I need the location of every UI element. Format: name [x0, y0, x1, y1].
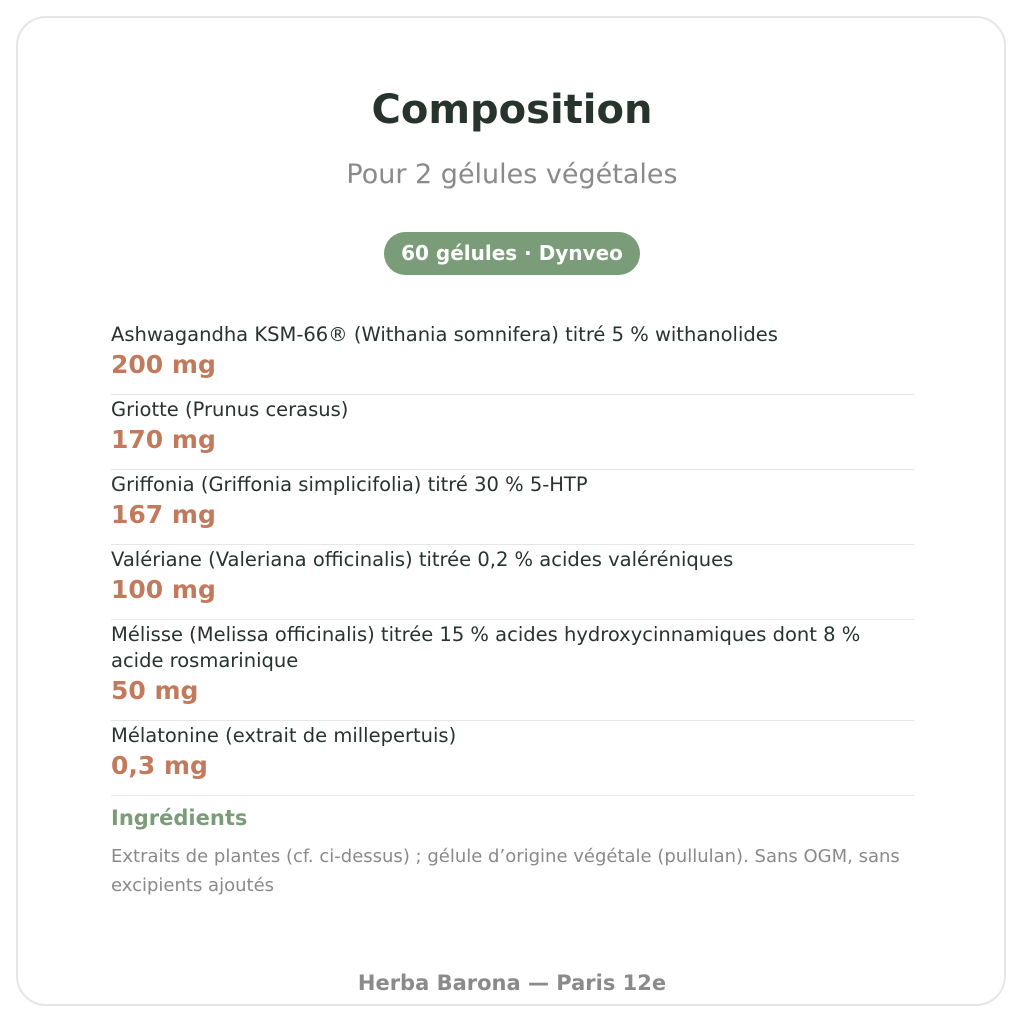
- list-item: [111, 721, 914, 796]
- ingredient-name: Griotte (Prunus cerasus): [111, 398, 349, 421]
- ingredient-name: Mélisse (Melissa officinalis) titrée 15 % acides hydroxycinnamiques dont 8 % acide rosmarinique: [111, 623, 861, 672]
- list-item: [111, 545, 914, 620]
- ingredient-amount: 50 mg: [111, 676, 199, 705]
- ingredient-amount: 0,3 mg: [111, 751, 208, 780]
- ingredient-name: Griffonia (Griffonia simplicifolia) titré 30 % 5-HTP: [111, 473, 588, 496]
- ingredients-text: Extraits de plantes (cf. ci-dessus) ; gélule d’origine végétale (pullulan). Sans OGM, sans excipients ajoutés: [111, 846, 900, 896]
- list-item: [111, 320, 914, 395]
- ingredient-amount: 170 mg: [111, 425, 216, 454]
- ingredient-name: Mélatonine (extrait de millepertuis): [111, 724, 457, 747]
- product-badge: 60 gélules · Dynveo: [384, 232, 640, 275]
- ingredient-name: Ashwagandha KSM-66® (Withania somnifera) titré 5 % withanolides: [111, 323, 778, 346]
- page-subtitle: Pour 2 gélules végétales: [346, 159, 678, 190]
- page-title: Composition: [371, 87, 653, 133]
- ingredient-amount: 167 mg: [111, 500, 216, 529]
- list-item: [111, 620, 914, 721]
- footer-signature: Herba Barona — Paris 12e: [357, 971, 667, 995]
- ingredient-name: Valériane (Valeriana officinalis) titrée 0,2 % acides valéréniques: [111, 548, 734, 571]
- ingredient-amount: 200 mg: [111, 350, 216, 379]
- ingredients-heading: Ingrédients: [111, 806, 248, 830]
- list-item: [111, 470, 914, 545]
- list-item: [111, 395, 914, 470]
- composition-list: [111, 320, 914, 796]
- ingredient-amount: 100 mg: [111, 575, 216, 604]
